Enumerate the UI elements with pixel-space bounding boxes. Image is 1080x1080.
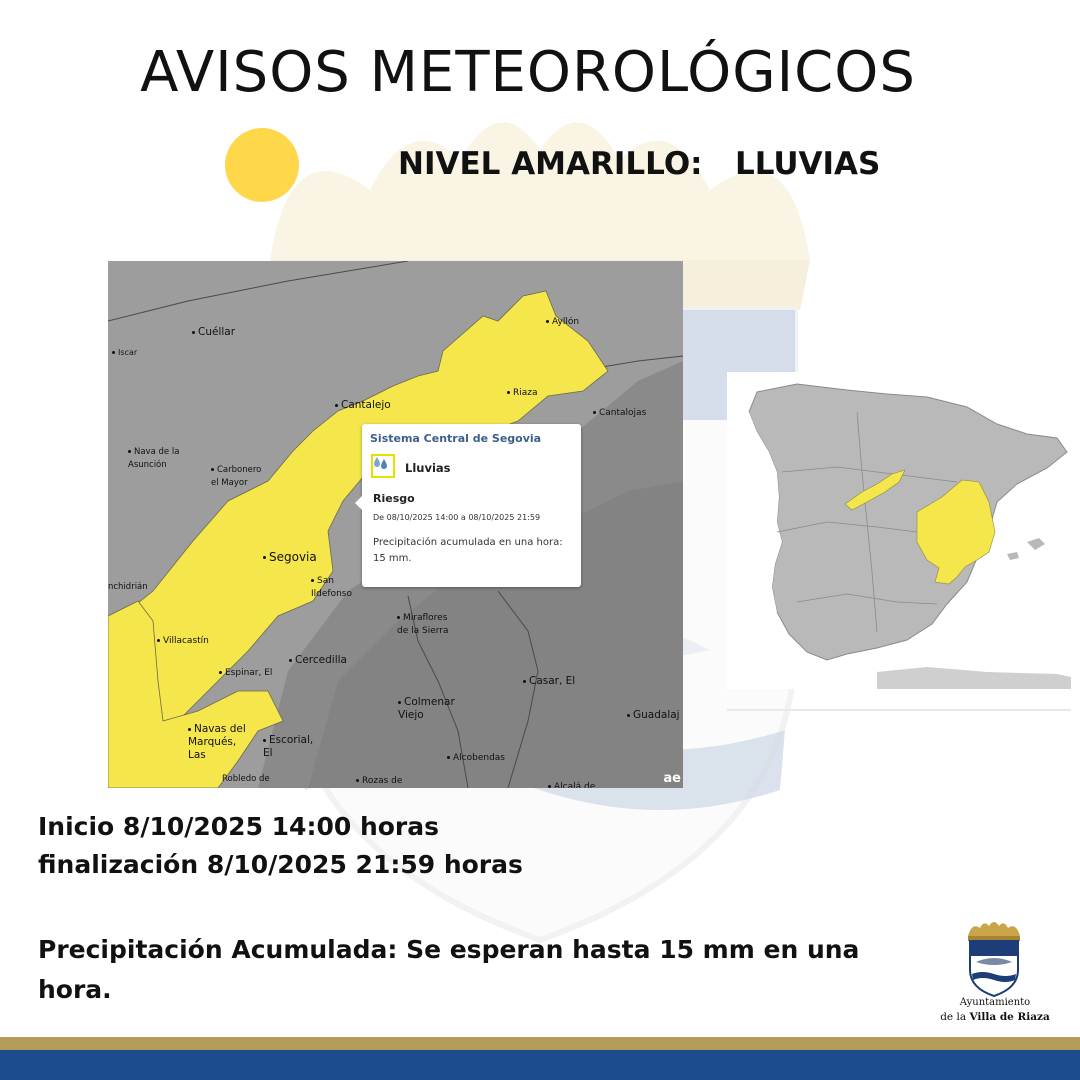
logo-text-prefix: de la xyxy=(940,1011,970,1023)
footer-gold-bar xyxy=(0,1037,1080,1050)
popup-zone-title: Sistema Central de Segovia xyxy=(370,432,542,445)
page-title: AVISOS METEOROLÓGICOS xyxy=(140,40,916,105)
logo-text-line1: Ayuntamiento xyxy=(959,997,1031,1008)
town-label: Guadalaj xyxy=(627,709,680,722)
town-label: nchidrián xyxy=(108,582,148,592)
logo-text-bold: Villa de Riaza xyxy=(969,1011,1050,1023)
spain-map-shape xyxy=(727,372,1071,689)
town-label: Carbonero el Mayor xyxy=(211,465,262,488)
spain-overview-map[interactable] xyxy=(727,372,1071,689)
town-label: Escorial, El xyxy=(263,734,314,759)
logo-text-line2 xyxy=(920,1011,1070,1023)
town-label: Robledo de xyxy=(222,774,270,784)
warning-end: finalización 8/10/2025 21:59 horas xyxy=(38,850,523,879)
popup-risk-label: Riesgo xyxy=(373,492,415,505)
warning-start: Inicio 8/10/2025 14:00 horas xyxy=(38,812,440,841)
divider xyxy=(727,709,1071,711)
footer-blue-bar xyxy=(0,1050,1080,1080)
town-label: Ayllón xyxy=(546,316,579,329)
town-label: Riaza xyxy=(507,387,538,400)
town-label: Alcalá de xyxy=(548,781,595,788)
town-label: Cuéllar xyxy=(192,326,235,339)
popup-pointer xyxy=(355,496,362,510)
popup-phenomenon: Lluvias xyxy=(405,461,451,475)
town-label: Miraflores de la Sierra xyxy=(397,613,449,636)
warning-map[interactable] xyxy=(108,261,683,788)
rain-drops-icon xyxy=(371,454,395,478)
map-attribution: ae xyxy=(663,771,681,786)
town-label: San Ildefonso xyxy=(311,576,352,599)
precipitation-description: Precipitación Acumulada: Se esperan hasta 15 mm en una hora. xyxy=(38,935,860,1004)
warning-popup[interactable] xyxy=(362,424,581,587)
town-label: Cantalejo xyxy=(335,399,391,412)
town-label: Cantalojas xyxy=(593,407,646,420)
town-label: Alcobendas xyxy=(447,752,505,765)
coat-of-arms-icon xyxy=(962,918,1026,998)
town-label: Rozas de xyxy=(356,775,402,788)
town-label: Casar, El xyxy=(523,675,575,688)
town-label: Navas del Marqués, Las xyxy=(188,723,246,761)
popup-dates: De 08/10/2025 14:00 a 08/10/2025 21:59 xyxy=(373,513,541,522)
town-label: Nava de la Asunción xyxy=(128,447,180,470)
town-label: Iscar xyxy=(112,346,137,359)
town-label: Villacastín xyxy=(157,635,209,648)
town-label: Cercedilla xyxy=(289,654,347,667)
town-label: Segovia xyxy=(263,551,317,564)
warning-level-label: NIVEL AMARILLO: LLUVIAS xyxy=(398,146,881,182)
yellow-level-indicator xyxy=(225,128,299,202)
popup-description: Precipitación acumulada en una hora: 15 mm. xyxy=(373,537,563,564)
town-label: Espinar, El xyxy=(219,667,272,680)
town-label: Colmenar Viejo xyxy=(398,696,455,721)
